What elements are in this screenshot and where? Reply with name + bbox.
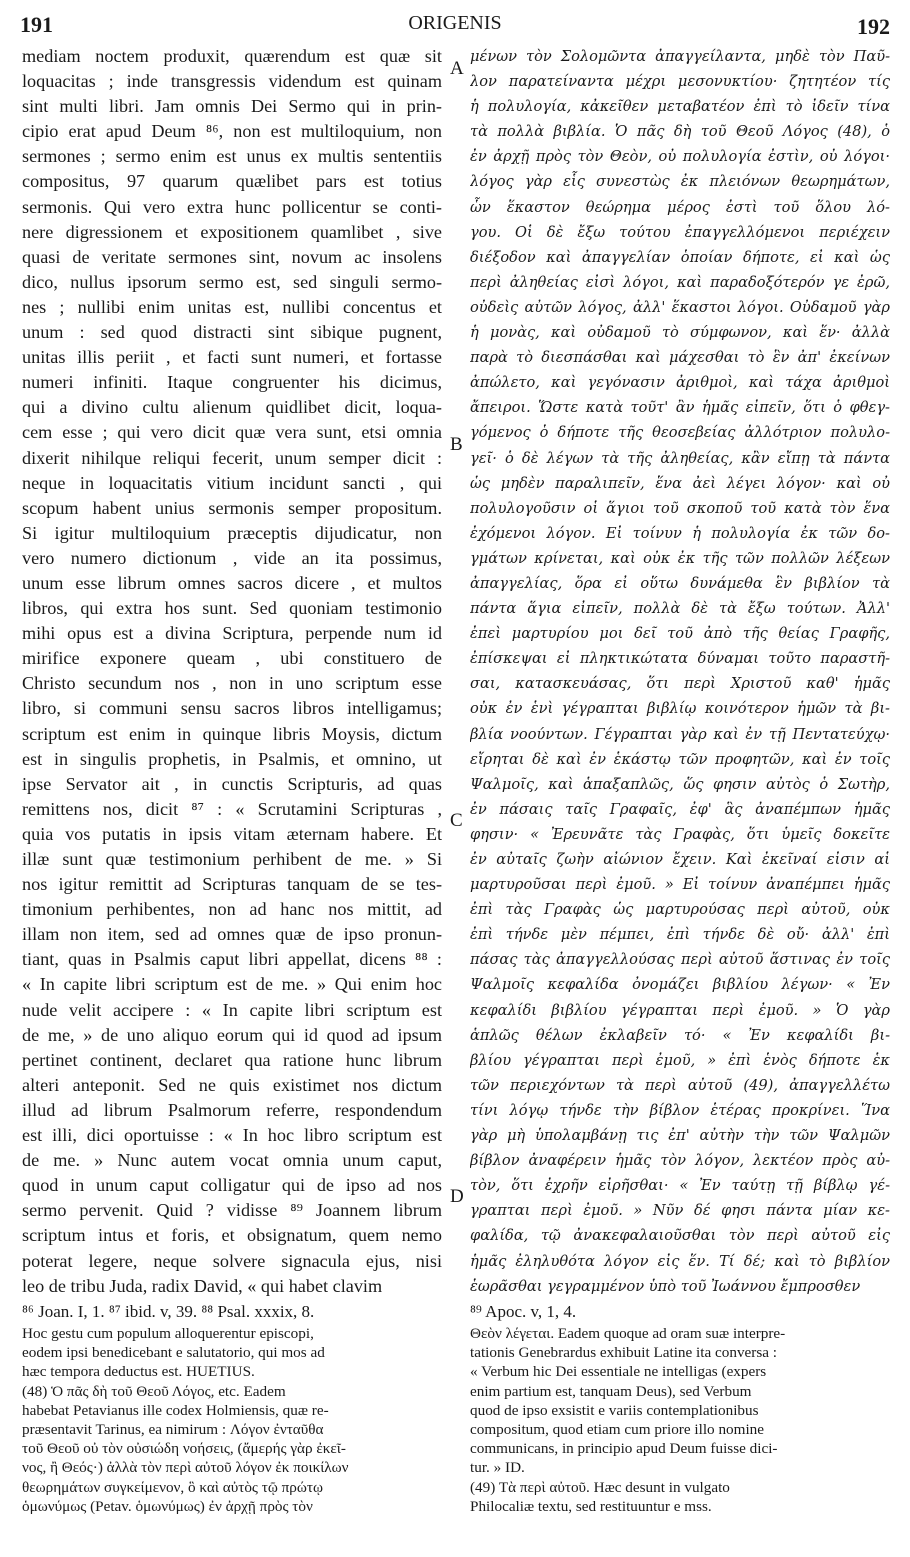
greek-text-line: γόμενος ὁ δήποτε τῆς θεοσεβείας ἀλλότριον πολυλο- [470,424,890,442]
footnote-line: habebat Petavianus ille codex Holmiensis, quæ re- [22,1401,329,1419]
page-header [0,6,910,40]
right-page-number: 192 [857,14,890,39]
greek-text-line: ἐπὶ τὰς Γραφὰς ὡς μαρτυρούσας περὶ αὐτοῦ, οὐκ [470,901,890,919]
footnote-notes-left [22,1324,442,1516]
footnote-line: « Verbum hic Dei essentiale ne intelligas (expers [470,1363,767,1381]
greek-text-line: οὐκ ἐν ἑνὶ γέγραπται βιβλίῳ κοινότερον ἡμῶν τὰ βι- [470,700,890,718]
latin-text-line: remittens nos, dicit ⁸⁷ : « Scrutamini Scripturas , [22,798,442,819]
latin-text-line: dixerit nihilque reliqui fecerit, unum semper dicit : [22,447,442,468]
latin-text-line: poterat legere, neque solvere signacula ejus, nisi [22,1250,442,1271]
greek-text-line: ἐπεὶ μαρτυρίου μοι δεῖ τοῦ ἀπὸ τῆς θείας Γραφῆς, [470,625,890,643]
margin-letter-c: C [450,810,463,831]
greek-text-line: εἴρηται δὲ καὶ ἐν ἑκάστῳ τῶν προφητῶν, καὶ ἐν τοῖς [470,750,890,768]
latin-text-column [22,44,442,1296]
greek-text-line: Ψαλμοῖς, καὶ ἁπαξαπλῶς, ὥς φησιν αὐτὸς ὁ Σωτὴρ, [470,775,890,793]
greek-text-line: ἐχόμενοι λόγον. Εἰ τοίνυν ἡ πολυλογία ἐκ τῶν δο- [470,524,890,542]
greek-text-line: ἐν αὐταῖς ζωὴν αἰώνιον ἔχειν. Καὶ ἐκεῖναί εἰσιν αἱ [470,851,890,868]
greek-text-column [470,44,890,1296]
greek-text-line: γὰρ μὴ ὑπολαμβάνῃ τις ἐπ' αὐτὴν τὴν τῶν Ψαλμῶν [470,1127,890,1145]
latin-text-line: nes ; nullibi enim unitas est, nullibi concentus et [22,296,442,317]
greek-text-line: ἐπὶ τήνδε μὲν πέμπει, ἐπὶ τήνδε δὲ οὔ· ἀλλ' ἐπὶ [470,926,890,944]
latin-text-line: ipse Servator ait , in cunctis Scripturis, ad quas [22,773,442,794]
latin-text-line: de me, » de uno aliquo eorum qui id quod ad ipsum [22,1024,442,1045]
greek-text-line: βλία νοούντων. Γέγραπται γὰρ καὶ ἐν τῇ Πεντατεύχῳ· [470,725,890,743]
greek-text-line: σαι, κατασκευάσας, ὅτι περὶ Χριστοῦ καθ' ἡμᾶς [470,675,890,693]
greek-text-line: πάντα ἅγια εἰπεῖν, πολλὰ δὲ τὰ ἔξω τούτων. Ἀλλ' [470,600,890,618]
footnote-line: hæc tempora deductus est. HUETIUS. [22,1363,255,1381]
greek-text-line: γμάτων κρίνεται, καὶ οὐκ ἐκ τῆς τῶν πολλῶν λέξεων [470,549,890,567]
footnote-line: (49) Τὰ περὶ αὐτοῦ. Hæc desunt in vulgato [470,1478,730,1496]
greek-text-line: φαλίδα, τῷ ἀνακεφαλαιοῦσθαι τὸν περὶ αὐτοῦ εἰς [470,1227,890,1245]
footnote-line: eodem ipsi benedicebant e salutatorio, qui mos ad [22,1344,325,1362]
footnote-line: tur. » ID. [470,1459,525,1477]
footnote-line: quod de ipso exsistit e variis contemplationibus [470,1401,759,1419]
greek-text-line: ἡ μονὰς, καὶ οὐδαμοῦ τὸ σύμφωνον, καὶ ἕν· ἀλλὰ [470,324,890,342]
greek-text-line: ἀπαγγελίας, ὅρα εἰ οὕτω δυνάμεθα ἓν βιβλίον τὰ [470,574,890,592]
latin-text-line: scriptum est enim in quinque libris Moysis, dictum [22,723,442,744]
latin-text-line: quod in unum caput colligatur qui de ipso ad nos [22,1175,442,1196]
latin-text-line: « In capite libri scriptum est de me. » Qui enim hoc [22,974,442,995]
greek-text-line: γεῖ· ὁ δὲ λέγων τὰ τῆς ἀληθείας, κἂν εἴπῃ τὰ πάντα [470,449,890,467]
latin-text-line: unum esse librum omnes sacros dicere , et multos [22,572,442,593]
latin-text-line: dico, nullus ipsorum sermo est, sed singuli sermo- [22,271,442,292]
greek-text-line: οὐδεὶς αὐτῶν λόγος, ἀλλ' ἕκαστοι λόγοι. Οὐδαμοῦ γὰρ [470,298,890,316]
latin-text-line: illud ad librum Psalmorum referre, respondendum [22,1099,442,1120]
greek-text-line: γραπται περὶ ἐμοῦ. » Νῦν δέ φησι πάντα μίαν κε- [470,1202,890,1220]
latin-text-line: est in singulis prophetis, in Psalmis, et omnino, ut [22,748,442,769]
greek-text-line: τίνι λόγῳ τήνδε τὴν βίβλον ἑτέρας προκρίνει. Ἵνα [470,1101,890,1119]
footnote-line: tationis Genebrardus exhibuit Latine ita conversa : [470,1344,778,1362]
greek-text-line: κεφαλίδι βιβλίου γέγραπται περὶ ἐμοῦ. » Ὁ γὰρ [470,1001,890,1019]
greek-text-line: ἄπειροι. Ὥστε κατὰ τοῦτ' ἂν ἡμᾶς εἰπεῖν, ὅτι ὁ φθεγ- [470,399,890,417]
greek-text-line: πολυλογοῦσιν οἱ ἅγιοι τοῦ σκοποῦ τοῦ κατὰ τὸν ἕνα [470,499,890,517]
greek-text-line: πάσας τὰς ἀπαγγελλούσας περὶ αὐτοῦ ἅστινας ἐν τοῖς [470,951,890,969]
footnote-line: τοῦ Θεοῦ οὐ τὸν οὐσιώδη νοήσεις, (ἄμερής γὰρ ἐκεῖ- [22,1440,346,1458]
latin-text-line: leo de tribu Juda, radix David, « qui habet clavim [22,1275,383,1296]
running-title: ORIGENIS [408,12,502,34]
footnote-line: Hoc gestu cum populum alloquerentur episcopi, [22,1325,314,1342]
greek-text-line: γου. Οἱ δὲ ἔξω τούτου ἐπαγγελλόμενοι περιέχειν [470,223,890,241]
greek-text-line: ὧν ἕκαστον θεώρημα μέρος ἐστὶ τοῦ ὅλου λό- [470,198,890,216]
latin-text-line: Si igitur multiloquium præceptis dijudicatur, non [22,522,442,543]
latin-text-line: nude velit accipere : « In capite libri scriptum est [22,999,442,1020]
margin-letter-d: D [450,1186,464,1207]
latin-text-line: pertinet continent, declaret qua ratione hunc librum [22,1049,442,1070]
latin-text-line: scopum habent unius sermonis semper propositum. [22,497,442,518]
latin-text-line: mirifice exponere queam , ubi constituero de [22,648,442,669]
footnotes [0,1300,910,1550]
greek-text-line: ἑωρᾶσθαι γεγραμμένον ὑπὸ τοῦ Ἰωάννου ἔμπροσθεν [470,1277,861,1295]
latin-text-line: timonium perhibentes, non ad hanc nos mittit, ad [22,899,442,920]
greek-text-line: τὰ πολλὰ βιβλία. Ὁ πᾶς δὴ τοῦ Θεοῦ Λόγος (48), ὁ [470,123,890,141]
greek-text-line: ἐπίσκεψαι εἰ πληκτικώτατα δύναμαι τοῦτο παραστῆ- [470,650,890,668]
latin-text-line: unitas illis periit , et facti sunt numeri, et fortasse [22,347,442,368]
margin-letter-b: B [450,434,463,455]
footnote-line: νος, ἢ Θεός·) ἀλλὰ τὸν περὶ αὐτοῦ λόγον ἐκ ποικίλων [22,1459,349,1477]
latin-text-line: compositus, 97 quarum quælibet pars est totius [22,171,442,192]
latin-text-line: Christo secundum nos , non in uno scriptum esse [22,673,442,694]
latin-text-line: sint multi libri. Jam omnis Dei Sermo qui in prin- [22,96,442,117]
latin-text-line: unum : sed quod distracti sint sibique pugnent, [22,322,442,343]
latin-text-line: neque in loquacitatis vitium incidunt sancti , qui [22,472,442,493]
footnotes-right [470,1300,890,1516]
latin-text-line: cem esse ; qui vero dicit quæ vera sunt, etsi omnia [22,422,442,443]
greek-text-line: διέξοδον καὶ ἀπαγγελίαν ὁποίαν δήποτε, εἰ καὶ ὡς [470,248,890,266]
footnote-references-right: ⁸⁹ Apoc. v, 1, 4. [470,1302,577,1321]
footnote-references-left: ⁸⁶ Joan. I, 1. ⁸⁷ ibid. v, 39. ⁸⁸ Psal. xxxix, 8. [22,1302,315,1321]
latin-text-line: illæ sunt quæ testimonium perhibent de me. » Si [22,849,442,869]
latin-text-line: numeri infiniti. Itaque congruenter his dicimus, [22,372,442,393]
latin-text-line: qui a divino cultu alienum quidlibet dicit, loqua- [22,397,442,418]
latin-text-line: tiant, quas in Psalmis caput libri appellat, dicens ⁸⁸ : [22,949,442,970]
footnote-line: ὁμωνύμως (Petav. ὁμωνύμως) ἐν ἀρχῇ πρὸς τὸν [22,1497,313,1515]
footnote-line: Philocaliæ textu, sed restituuntur e mss. [470,1497,712,1515]
greek-text-line: τὸν, ὅτι ἐχρῆν εἰρῆσθαι· « Ἐν ταύτῃ τῇ βίβλῳ γέ- [470,1177,890,1195]
greek-text-line: παρὰ τὸ διεσπάσθαι καὶ μάχεσθαι τὸ ἓν ἀπ' ἐκείνων [470,349,890,367]
latin-text-line: mihi opus est a divina Scriptura, perpende num id [22,623,442,644]
latin-text-line: mediam noctem produxit, quærendum est quæ sit [22,46,442,66]
latin-text-line: quasi de veritate sermones sint, novum ac insolens [22,246,442,267]
greek-text-line: ὡς μηδὲν παραλιπεῖν, ἕνα ἀεὶ λέγει λόγον· καὶ οὐ [470,474,890,492]
latin-text-line: libros, qui extra hos sunt. Sed quoniam testimonio [22,598,442,619]
latin-text-line: loquacitas ; inde transgressis videndum est quinam [22,71,442,92]
greek-text-line: βλίου γέγραπται περὶ ἐμοῦ, » ἐπὶ ἑνὸς δήποτε ἑκ [470,1051,890,1069]
latin-text-line: sermonis. Qui vero extra hunc pollicentur se conti- [22,196,442,217]
footnote-line: enim partium est, tanquam Deus), sed Verbum [470,1382,752,1400]
greek-text-line: μαρτυροῦσαι περὶ ἐμοῦ. » Εἰ τοίνυν ἀναπέμπει ἡμᾶς [470,876,890,894]
greek-text-line: περὶ ἀληθείας εἰσὶ λόγοι, καὶ παραδοξότερόν γε ἐρῶ, [470,273,890,291]
footnote-line: Θεὸν λέγεται. Eadem quoque ad oram suæ interpre- [470,1325,786,1342]
footnote-notes-right [470,1324,890,1516]
latin-text-line: cipio erat apud Deum ⁸⁶, non est multiloquium, non [22,121,442,142]
footnotes-left [22,1300,442,1516]
latin-text-line: nere digressionem et expositionem quamlibet , sive [22,221,442,242]
latin-text-line: nos igitur remittit ad Scripturas tanquam de se tes- [22,874,442,895]
latin-text-line: est illi, dici oportuisse : « In hoc libro scriptum est [22,1125,442,1146]
greek-text-line: ἐν ἀρχῇ πρὸς τὸν Θεὸν, οὐ πολυλογία ἐστὶν, οὐ λόγοι· [470,148,890,166]
greek-text-line: φησιν· « Ἐρευνᾶτε τὰς Γραφὰς, ὅτι ὑμεῖς δοκεῖτε [470,825,890,843]
latin-text-line: de me. » Nunc autem vocat omnia unum caput, [22,1150,442,1171]
greek-text-line: λον παρατείναντα μέχρι μεσονυκτίου· ζητητέον τίς [470,73,890,91]
greek-text-line: βίβλον ἀναφέρειν ἡμᾶς τὸν λόγον, λεκτέον πρὸς αὐ- [470,1152,890,1170]
greek-text-line: ἡ πολυλογία, κἀκεῖθεν μεταβατέον ἐπὶ τὸ ἰδεῖν τίνα [470,98,890,116]
greek-text-line: ἁπλῶς θέλων ἐκλαβεῖν τό· « Ἐν κεφαλίδι βι- [470,1026,890,1044]
greek-text-line: Ψαλμοῖς κεφαλίδα ὀνομάζει βιβλίου λέγων· « Ἐν [470,976,890,994]
greek-text-line: λόγος γὰρ εἷς συνεστὼς ἐκ πλειόνων θεωρημάτων, [470,173,890,191]
latin-text-line: libro, si communi sensu sacros libros intelligamus; [22,698,442,719]
footnote-line: (48) Ὁ πᾶς δὴ τοῦ Θεοῦ Λόγος, etc. Eadem [22,1382,286,1400]
margin-letter-a: A [450,58,464,79]
greek-text-line: ἡμᾶς ἐληλυθότα λόγον εἰς ἕν. Τί δέ; καὶ τὸ βιβλίον [470,1252,890,1270]
latin-text-line: quia vos putatis in ipsis vitam æternam habere. Et [22,823,442,844]
greek-text-line: μένων τὸν Σολομῶντα ἀπαγγείλαντα, μηδὲ τὸν Παῦ- [470,48,890,65]
latin-text-line: scriptum intus et foris, et obsignatum, quem nemo [22,1225,442,1246]
greek-text-line: ἀπώλετο, καὶ γεγόνασιν ἀριθμοὶ, καὶ τάχα ἀριθμοὶ [470,374,890,392]
greek-text-line: τῶν περιεχόντων τὰ περὶ αὐτοῦ (49), ἀπαγγελλέτω [470,1076,890,1094]
greek-text-line: ἐν πάσαις ταῖς Γραφαῖς, ἐφ' ἃς ἀναπέμπων ἡμᾶς [470,800,890,818]
latin-text-line: sermones ; sermo enim est unus ex multis sententiis [22,146,442,167]
latin-text-line: sermo pervenit. Quid ? vidisse ⁸⁹ Joannem librum [22,1200,442,1221]
latin-text-line: alteri anteponit. Sed ne quis existimet nos dictum [22,1074,442,1095]
left-page-number: 191 [20,12,53,37]
footnote-line: compositum, quod etiam cum priore illo nomine [470,1420,764,1438]
footnote-line: communicans, in principio apud Deum fuisse dici- [470,1440,778,1458]
footnote-line: præsentavit Tarinus, ea nimirum : Λόγον ἐνταῦθα [22,1420,324,1438]
footnote-line: θεωρημάτων συγκείμενον, ὃ καὶ αὐτὸς τῷ πρώτῳ [22,1478,323,1496]
latin-text-line: vero numero dictionum , vide an ita possimus, [22,547,442,568]
latin-text-line: illam non item, sed ad omnes quæ de ipso pronun- [22,924,442,945]
